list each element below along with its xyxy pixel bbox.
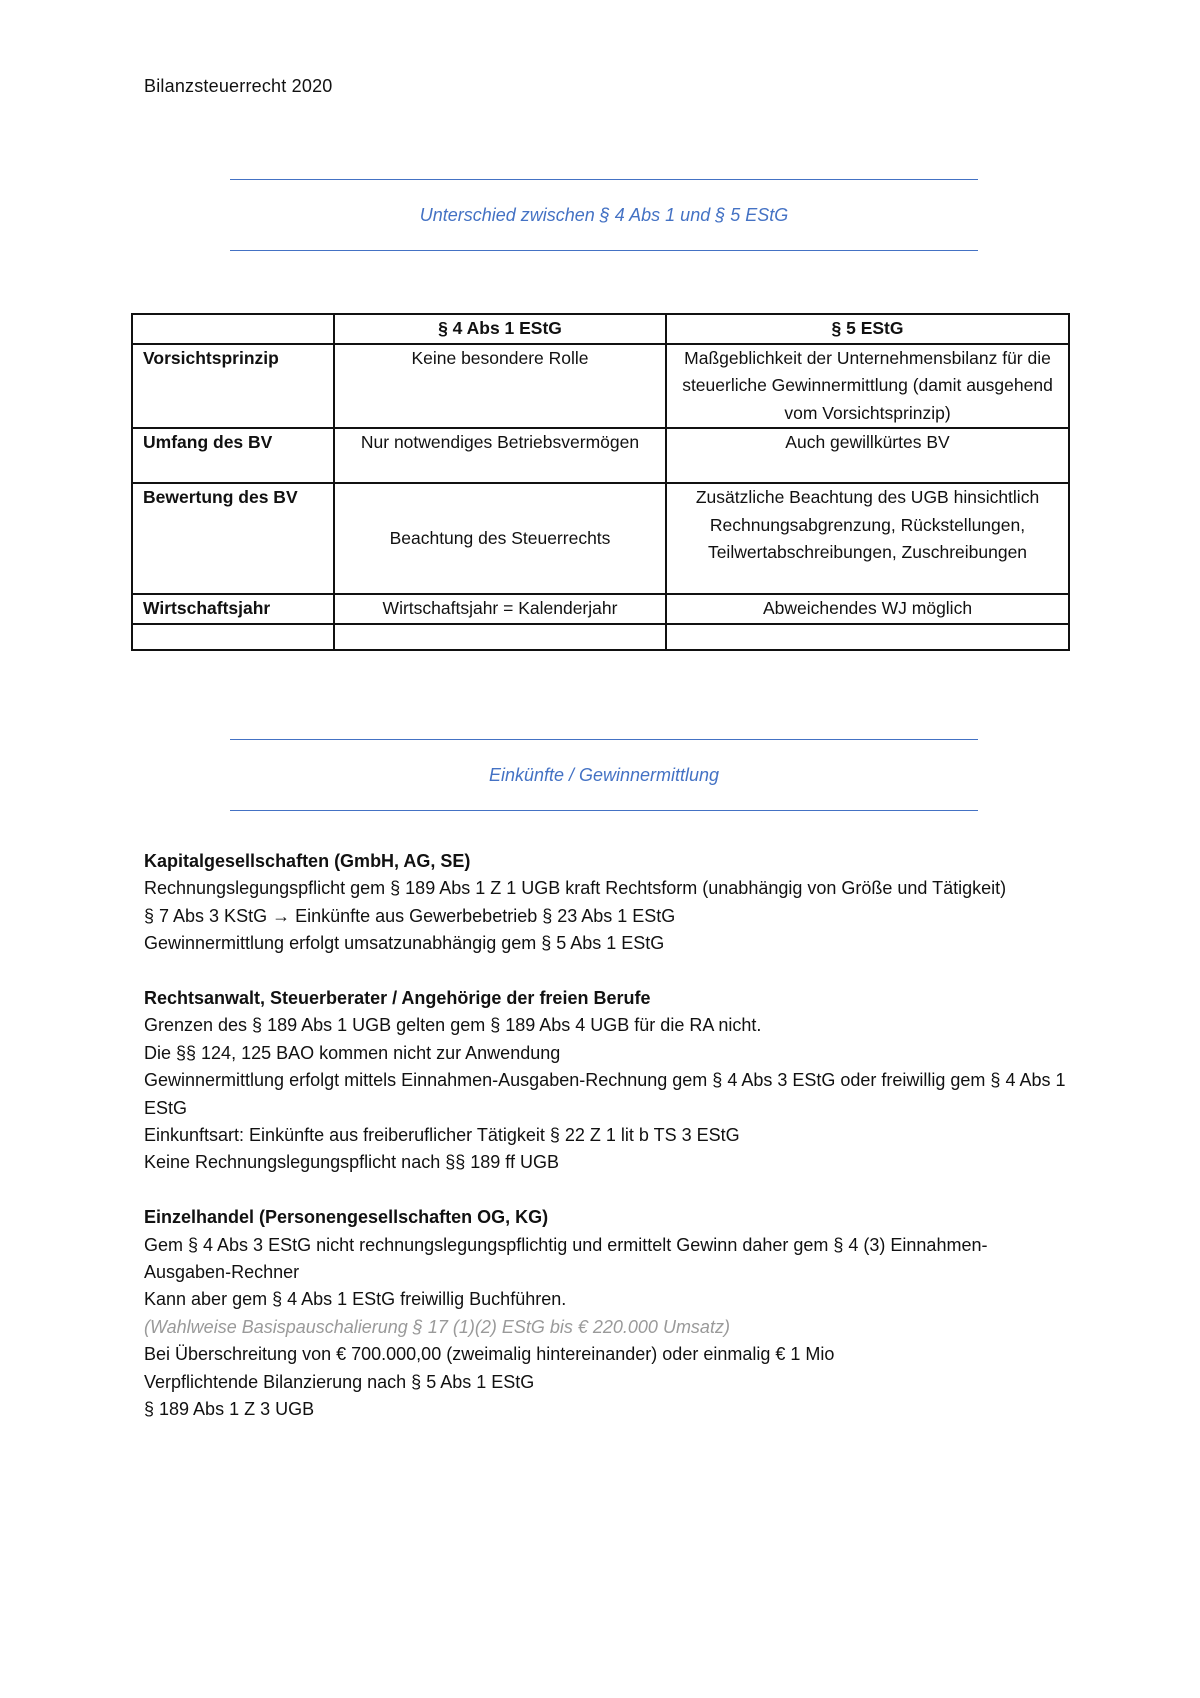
table-header-cell: § 4 Abs 1 EStG	[334, 314, 666, 344]
paragraph-line: Gem § 4 Abs 3 EStG nicht rechnungslegungspflichtig und ermittelt Gewinn daher gem § 4 (3) Einnahmen-Ausgaben-Rechner	[144, 1234, 988, 1283]
table-cell: Abweichendes WJ möglich	[666, 594, 1069, 624]
body-text	[144, 848, 1074, 1451]
paragraph-line: Gewinnermittlung erfolgt umsatzunabhängig gem § 5 Abs 1 EStG	[144, 933, 665, 954]
paragraph-line: Bei Überschreitung von € 700.000,00 (zweimalig hintereinander) oder einmalig € 1 Mio	[144, 1344, 835, 1365]
table-cell: Keine besondere Rolle	[334, 344, 666, 429]
paragraph-line: § 7 Abs 3 KStG → Einkünfte aus Gewerbebetrieb § 23 Abs 1 EStG	[144, 905, 676, 926]
table-cell: Nur notwendiges Betriebsvermögen	[334, 428, 666, 483]
row-label: Umfang des BV	[132, 428, 334, 483]
section-title: Kapitalgesellschaften (GmbH, AG, SE)	[144, 851, 471, 871]
table-cell: Auch gewillkürtes BV	[666, 428, 1069, 483]
table-cell	[334, 624, 666, 650]
paragraph-line: Gewinnermittlung erfolgt mittels Einnahmen-Ausgaben-Rechnung gem § 4 Abs 3 EStG oder freiwillig gem § 4 Abs 1 EStG	[144, 1070, 1066, 1118]
table-cell: Maßgeblichkeit der Unternehmensbilanz für die steuerliche Gewinnermittlung (damit ausgehend vom Vorsichtsprinzip)	[666, 344, 1069, 429]
heading-text: Einkünfte / Gewinnermittlung	[488, 765, 720, 785]
section-title: Einzelhandel (Personengesellschaften OG, KG)	[144, 1207, 549, 1228]
heading-bottom-rule	[230, 810, 978, 811]
table-cell: Beachtung des Steuerrechts	[334, 483, 666, 594]
table-row	[132, 428, 1069, 483]
heading-text: Unterschied zwischen § 4 Abs 1 und § 5 EStG	[419, 205, 789, 225]
section-heading-differences	[230, 179, 978, 251]
heading-bottom-rule	[230, 250, 978, 251]
table-cell: Wirtschaftsjahr = Kalenderjahr	[334, 594, 666, 624]
row-label	[132, 624, 334, 650]
paragraph-line: Keine Rechnungslegungspflicht nach §§ 189 ff UGB	[144, 1152, 559, 1173]
row-label: Vorsichtsprinzip	[132, 344, 334, 429]
section-kapitalgesellschaften	[144, 848, 1074, 958]
paragraph-line: Kann aber gem § 4 Abs 1 EStG freiwillig Buchführen.	[144, 1289, 567, 1310]
table-row	[132, 344, 1069, 429]
paragraph-line-note: (Wahlweise Basispauschalierung § 17 (1)(2) EStG bis € 220.000 Umsatz)	[144, 1316, 730, 1337]
paragraph-line: Rechnungslegungspflicht gem § 189 Abs 1 Z 1 UGB kraft Rechtsform (unabhängig von Größe und Tätigkeit)	[144, 878, 1007, 899]
paragraph-line: Grenzen des § 189 Abs 1 UGB gelten gem § 189 Abs 4 UGB für die RA nicht.	[144, 1015, 762, 1036]
table-row	[132, 594, 1069, 624]
section-freie-berufe	[144, 985, 1074, 1177]
paragraph-line: § 189 Abs 1 Z 3 UGB	[144, 1399, 315, 1420]
comparison-table	[131, 313, 1070, 651]
table-row	[132, 483, 1069, 594]
heading-top-rule	[230, 179, 978, 180]
paragraph-line: Verpflichtende Bilanzierung nach § 5 Abs 1 EStG	[144, 1371, 535, 1392]
paragraph-line: Die §§ 124, 125 BAO kommen nicht zur Anwendung	[144, 1042, 561, 1063]
section-title: Rechtsanwalt, Steuerberater / Angehörige der freien Berufe	[144, 988, 651, 1009]
section-einzelhandel	[144, 1204, 1074, 1423]
page-header: Bilanzsteuerrecht 2020	[144, 76, 333, 96]
row-label: Wirtschaftsjahr	[132, 594, 334, 624]
table-row-empty	[132, 624, 1069, 650]
table-header-row	[132, 314, 1069, 344]
paragraph-line: Einkunftsart: Einkünfte aus freiberuflicher Tätigkeit § 22 Z 1 lit b TS 3 EStG	[144, 1125, 740, 1146]
table-cell	[666, 624, 1069, 650]
table-header-cell	[132, 314, 334, 344]
section-heading-income	[230, 739, 978, 811]
table-header-cell: § 5 EStG	[666, 314, 1069, 344]
row-label: Bewertung des BV	[132, 483, 334, 594]
table-cell: Zusätzliche Beachtung des UGB hinsichtlich Rechnungsabgrenzung, Rückstellungen, Teilwertabschreibungen, Zuschreibungen	[666, 483, 1069, 594]
heading-top-rule	[230, 739, 978, 740]
